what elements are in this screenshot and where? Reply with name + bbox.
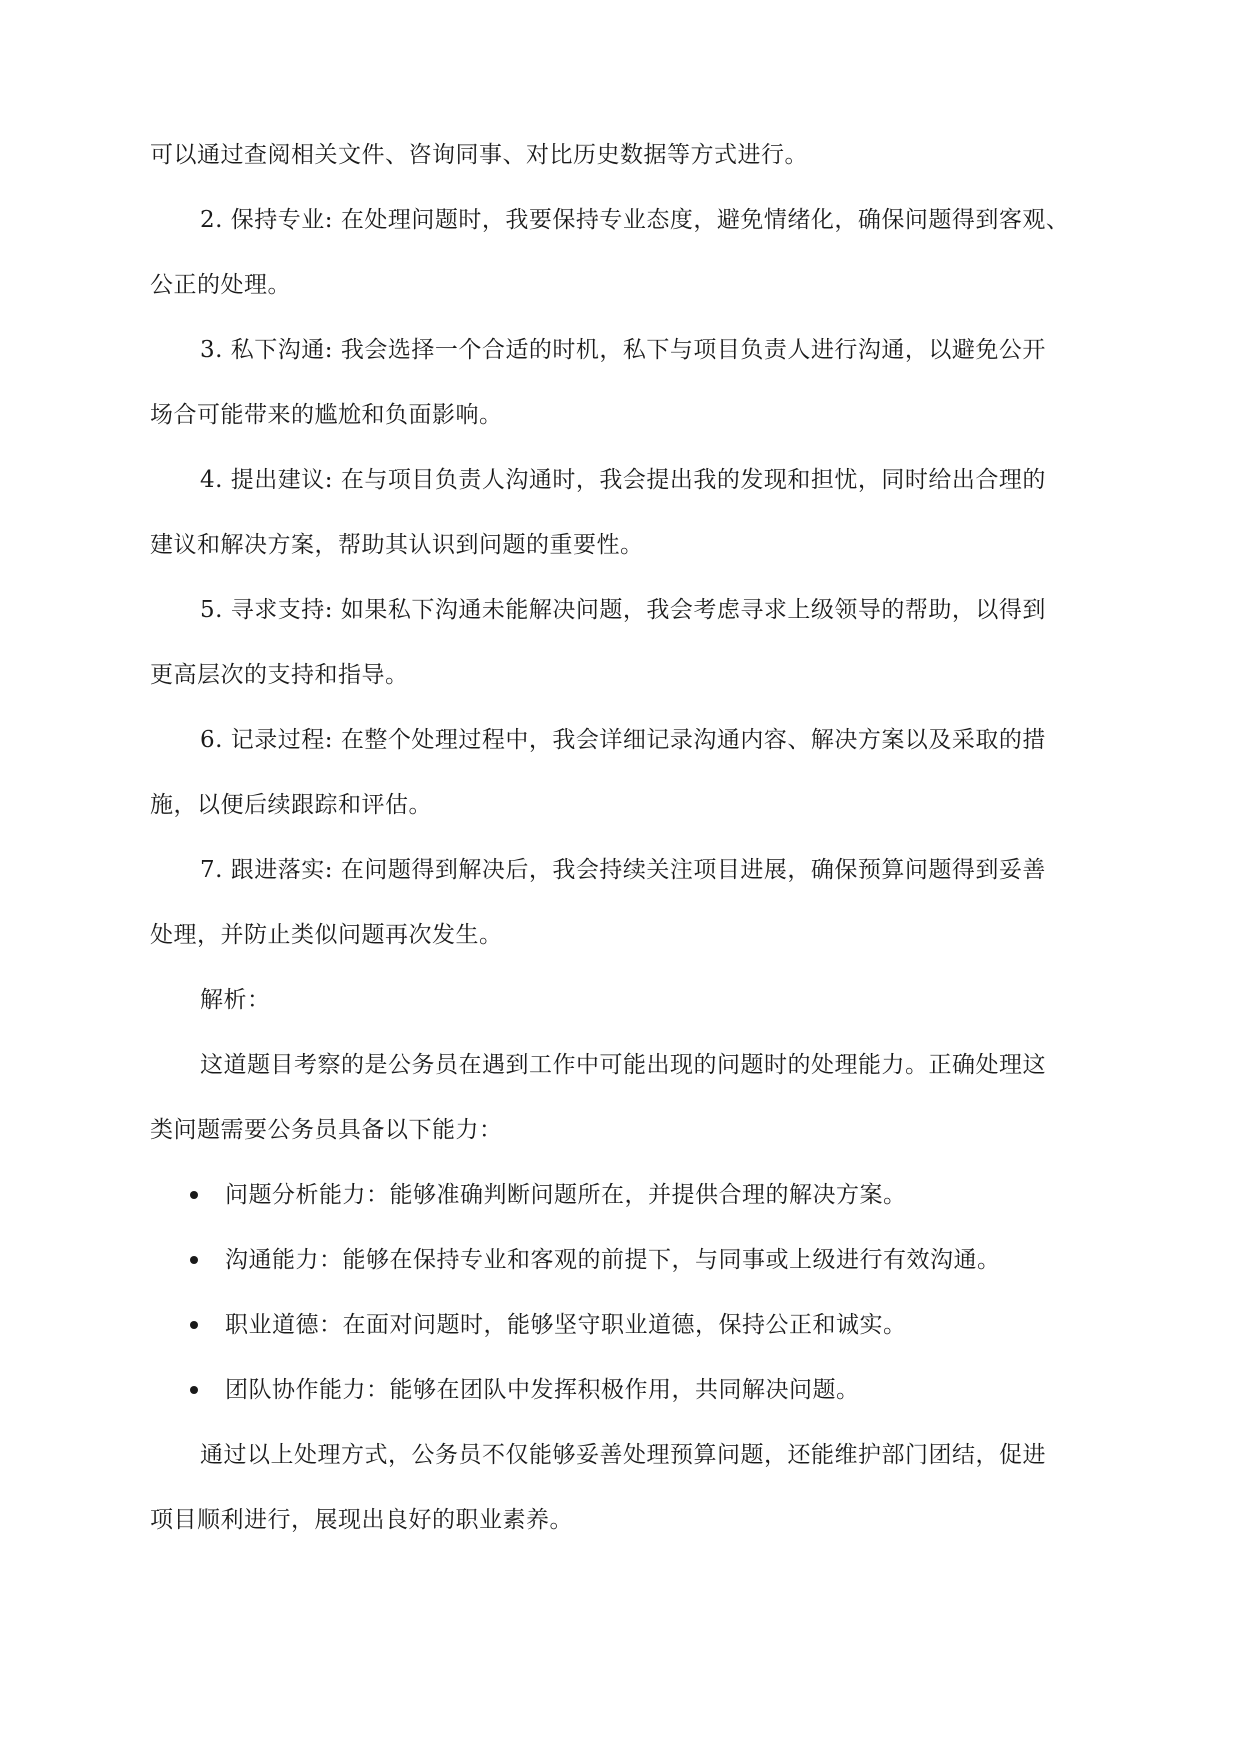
bullet-icon [190, 1386, 198, 1394]
list-item-4-line-2: 建议和解决方案，帮助其认识到问题的重要性。 [150, 532, 644, 558]
bullet-icon [190, 1321, 198, 1329]
list-item-7-line-1: 7. 跟进落实: 在问题得到解决后，我会持续关注项目进展，确保预算问题得到妥善 [200, 857, 1046, 883]
bullet-icon [190, 1191, 198, 1199]
list-item-2-line-2: 公正的处理。 [150, 272, 291, 298]
list-item-6-line-1: 6. 记录过程: 在整个处理过程中，我会详细记录沟通内容、解决方案以及采取的措 [200, 727, 1046, 753]
list-item-5-line-2: 更高层次的支持和指导。 [150, 662, 409, 688]
bullet-icon [190, 1256, 198, 1264]
bullet-item [150, 1180, 1090, 1210]
bullet-item [150, 1310, 1090, 1340]
bullet-text: 沟通能力：能够在保持专业和客观的前提下，与同事或上级进行有效沟通。 [225, 1247, 1001, 1273]
analysis-heading: 解析： [200, 987, 271, 1013]
bullet-item [150, 1375, 1090, 1405]
paragraph-line: 可以通过查阅相关文件、咨询同事、对比历史数据等方式进行。 [150, 142, 808, 168]
list-item-5-line-1: 5. 寻求支持: 如果私下沟通未能解决问题，我会考虑寻求上级领导的帮助，以得到 [200, 597, 1046, 623]
analysis-paragraph-line-2: 类问题需要公务员具备以下能力： [150, 1117, 503, 1143]
list-item-2-line-1: 2. 保持专业: 在处理问题时，我要保持专业态度，避免情绪化，确保问题得到客观、 [200, 207, 1070, 233]
list-item-4-line-1: 4. 提出建议: 在与项目负责人沟通时，我会提出我的发现和担忧，同时给出合理的 [200, 467, 1046, 493]
bullet-text: 团队协作能力：能够在团队中发挥积极作用，共同解决问题。 [225, 1377, 860, 1403]
bullet-text: 问题分析能力：能够准确判断问题所在，并提供合理的解决方案。 [225, 1182, 907, 1208]
bullet-text: 职业道德：在面对问题时，能够坚守职业道德，保持公正和诚实。 [225, 1312, 907, 1338]
document-page [150, 140, 1090, 1535]
conclusion-line-1: 通过以上处理方式，公务员不仅能够妥善处理预算问题，还能维护部门团结，促进 [200, 1442, 1046, 1468]
list-item-3-line-2: 场合可能带来的尴尬和负面影响。 [150, 402, 503, 428]
list-item-3-line-1: 3. 私下沟通: 我会选择一个合适的时机，私下与项目负责人进行沟通，以避免公开 [200, 337, 1046, 363]
bullet-item [150, 1245, 1090, 1275]
analysis-paragraph-line-1: 这道题目考察的是公务员在遇到工作中可能出现的问题时的处理能力。正确处理这 [200, 1052, 1046, 1078]
conclusion-line-2: 项目顺利进行，展现出良好的职业素养。 [150, 1507, 573, 1533]
list-item-7-line-2: 处理，并防止类似问题再次发生。 [150, 922, 503, 948]
list-item-6-line-2: 施，以便后续跟踪和评估。 [150, 792, 432, 818]
